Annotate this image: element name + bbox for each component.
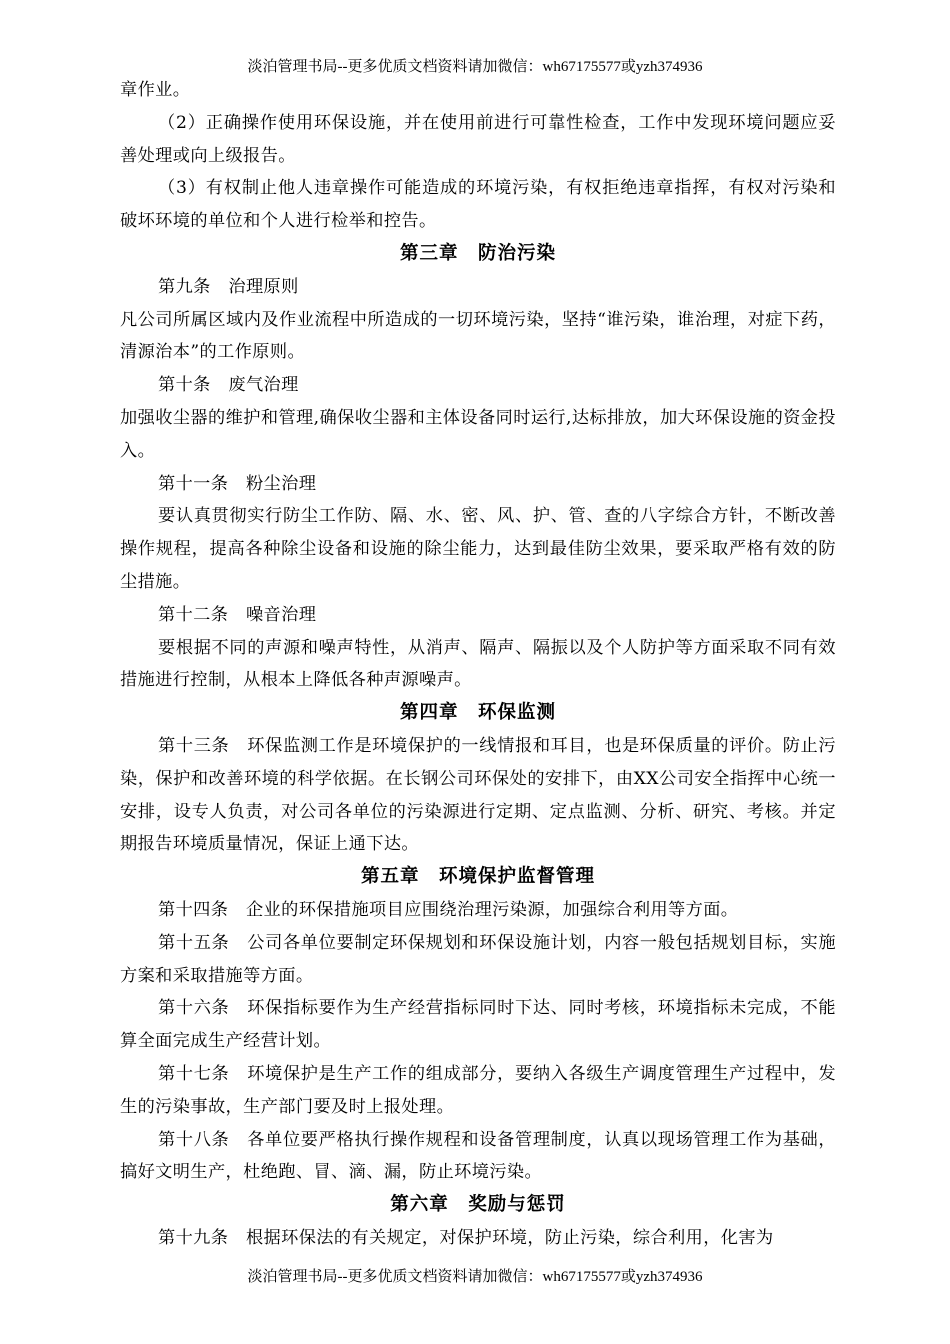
paragraph: 第十七条 环境保护是生产工作的组成部分，要纳入各级生产调度管理生产过程中，发生的污染事故，生产部门要及时上报处理。 (120, 1063, 836, 1117)
paragraph: （3）有权制止他人违章操作可能造成的环境污染，有权拒绝违章指挥，有权对污染和破坏环境的单位和个人进行检举和控告。 (120, 178, 836, 232)
paragraph: 加强收尘器的维护和管理,确保收尘器和主体设备同时运行,达标排放，加大环保设施的资金投入。 (120, 407, 836, 461)
article-title: 第九条 治理原则 (158, 276, 299, 297)
page-header: 淡泊管理书局--更多优质文档资料请加微信：wh67175577或yzh374936 (247, 59, 703, 75)
paragraph: 凡公司所属区域内及作业流程中所造成的一切环境污染，坚持“谁污染，谁治理，对症下药，清源治本”的工作原则。 (120, 309, 836, 363)
paragraph: 第十三条 环保监测工作是环境保护的一线情报和耳目，也是环保质量的评价。防止污染，保护和改善环境的科学依据。在长钢公司环保处的安排下，由XX公司安全指挥中心统一安排，设专人负责，对公司各单位的污染源进行定期、定点监测、分析、研究、考核。并定期报告环境质量情况，保证上通下达。 (120, 735, 836, 855)
paragraph: 第十八条 各单位要严格执行操作规程和设备管理制度，认真以现场管理工作为基础，搞好文明生产，杜绝跑、冒、滴、漏，防止环境污染。 (120, 1129, 836, 1183)
article-title: 第十条 废气治理 (158, 375, 299, 396)
chapter-heading: 第五章 环境保护监督管理 (360, 866, 595, 888)
paragraph: 要根据不同的声源和噪声特性，从消声、隔声、隔振以及个人防护等方面采取不同有效措施进行控制，从根本上降低各种声源噪声。 (120, 637, 836, 691)
paragraph: 第十五条 公司各单位要制定环保规划和环保设施计划，内容一般包括规划目标，实施方案和采取措施等方面。 (120, 932, 836, 986)
paragraph: 第十九条 根据环保法的有关规定，对保护环境，防止污染，综合利用，化害为 (158, 1227, 774, 1248)
paragraph: 要认真贯彻实行防尘工作防、隔、水、密、风、护、管、查的八字综合方针，不断改善操作规程，提高各种除尘设备和设施的除尘能力，达到最佳防尘效果，要采取严格有效的防尘措施。 (120, 506, 836, 592)
chapter-heading: 第四章 环保监测 (399, 702, 556, 724)
chapter-heading: 第六章 奖励与惩罚 (390, 1194, 566, 1216)
paragraph: 第十六条 环保指标要作为生产经营指标同时下达、同时考核，环境指标未完成，不能算全面完成生产经营计划。 (120, 998, 836, 1052)
paragraph: （2）正确操作使用环保设施，并在使用前进行可靠性检查，工作中发现环境问题应妥善处理或向上级报告。 (120, 112, 836, 166)
paragraph: 章作业。 (120, 80, 191, 100)
article-title: 第十一条 粉尘治理 (158, 473, 317, 494)
paragraph: 第十四条 企业的环保措施项目应围绕治理污染源，加强综合利用等方面。 (158, 899, 739, 920)
page-footer: 淡泊管理书局--更多优质文档资料请加微信：wh67175577或yzh374936 (247, 1269, 703, 1285)
chapter-heading: 第三章 防治污染 (399, 242, 556, 264)
article-title: 第十二条 噪音治理 (158, 604, 317, 625)
document-body (120, 74, 836, 1255)
